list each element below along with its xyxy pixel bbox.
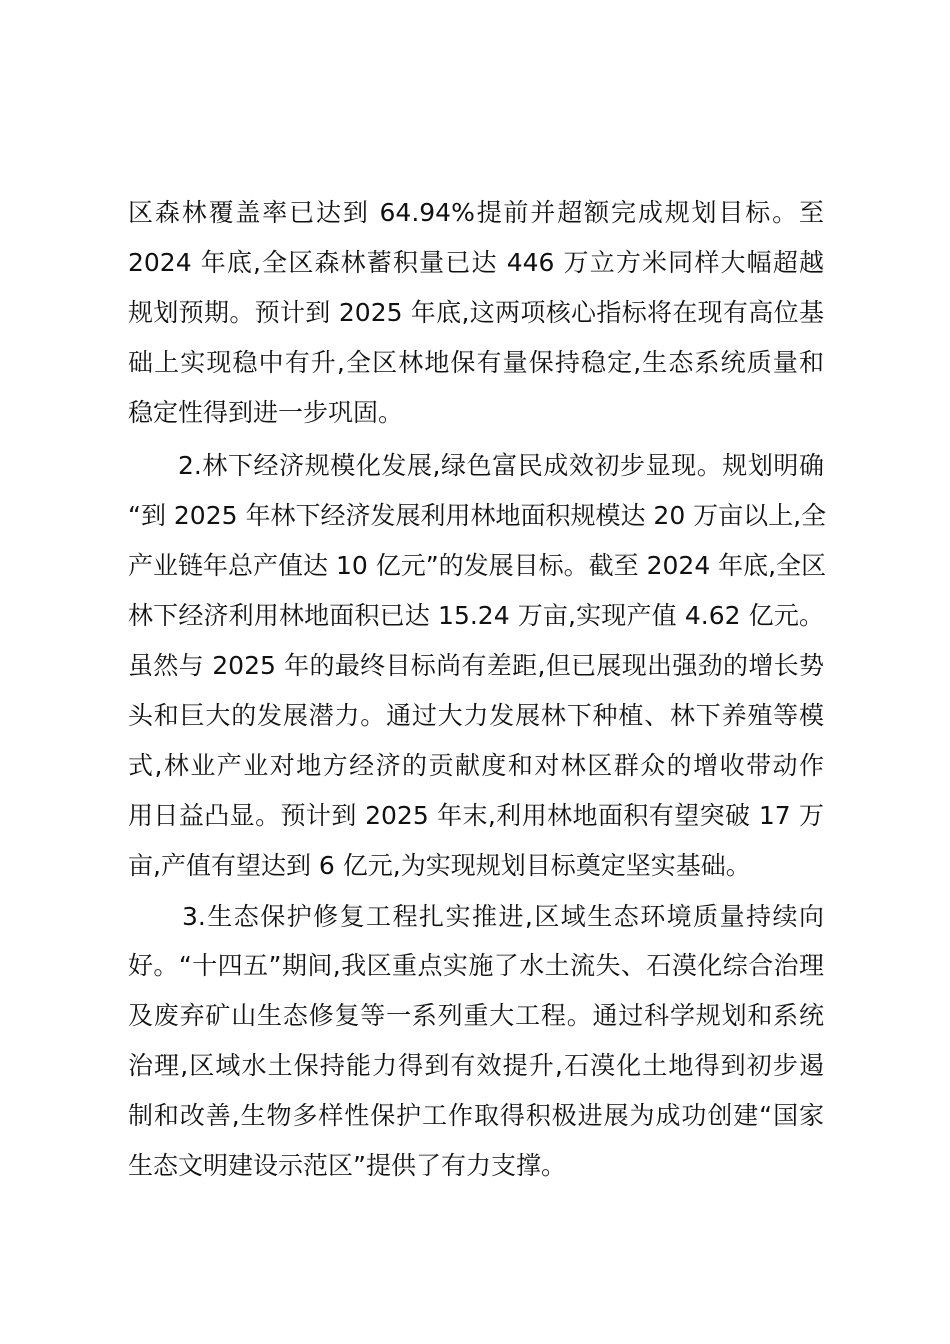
paragraph-heading-2: 2.林下经济规模化发展,绿色富民成效初步显现。规划明确 <box>178 451 824 480</box>
text-line: 2024 年底,全区森林蓄积量已达 446 万立方米同样大幅超越 <box>128 248 824 277</box>
paragraph-heading-3: 3.生态保护修复工程扎实推进,区域生态环境质量持续向 <box>182 902 824 931</box>
text-line: 治理,区域水土保持能力得到有效提升,石漠化土地得到初步遏 <box>128 1051 824 1080</box>
text-line: 好。“十四五”期间,我区重点实施了水土流失、石漠化综合治理 <box>128 951 824 980</box>
text-line: 头和巨大的发展潜力。通过大力发展林下种植、林下养殖等模 <box>128 701 824 730</box>
text-line: 规划预期。预计到 2025 年底,这两项核心指标将在现有高位基 <box>128 298 824 327</box>
text-line: 稳定性得到进一步巩固。 <box>128 398 404 427</box>
text-line: 制和改善,生物多样性保护工作取得积极进展为成功创建“国家 <box>128 1101 824 1130</box>
text-line: 础上实现稳中有升,全区林地保有量保持稳定,生态系统质量和 <box>128 348 824 377</box>
text-line: 区森林覆盖率已达到 64.94%提前并超额完成规划目标。至 <box>128 198 824 227</box>
text-line: 用日益凸显。预计到 2025 年末,利用林地面积有望突破 17 万 <box>128 801 824 830</box>
text-line: 亩,产值有望达到 6 亿元,为实现规划目标奠定坚实基础。 <box>128 851 751 880</box>
text-line: 林下经济利用林地面积已达 15.24 万亩,实现产值 4.62 亿元。 <box>128 601 824 630</box>
text-line: 产业链年总产值达 10 亿元”的发展目标。截至 2024 年底,全区 <box>128 551 827 580</box>
text-line: 式,林业产业对地方经济的贡献度和对林区群众的增收带动作 <box>128 751 824 780</box>
text-line: 及废弃矿山生态修复等一系列重大工程。通过科学规划和系统 <box>128 1001 824 1030</box>
text-line: 生态文明建设示范区”提供了有力支撑。 <box>128 1151 566 1180</box>
text-line: 虽然与 2025 年的最终目标尚有差距,但已展现出强劲的增长势 <box>128 651 824 680</box>
text-line: “到 2025 年林下经济发展利用林地面积规模达 20 万亩以上,全 <box>128 501 827 530</box>
